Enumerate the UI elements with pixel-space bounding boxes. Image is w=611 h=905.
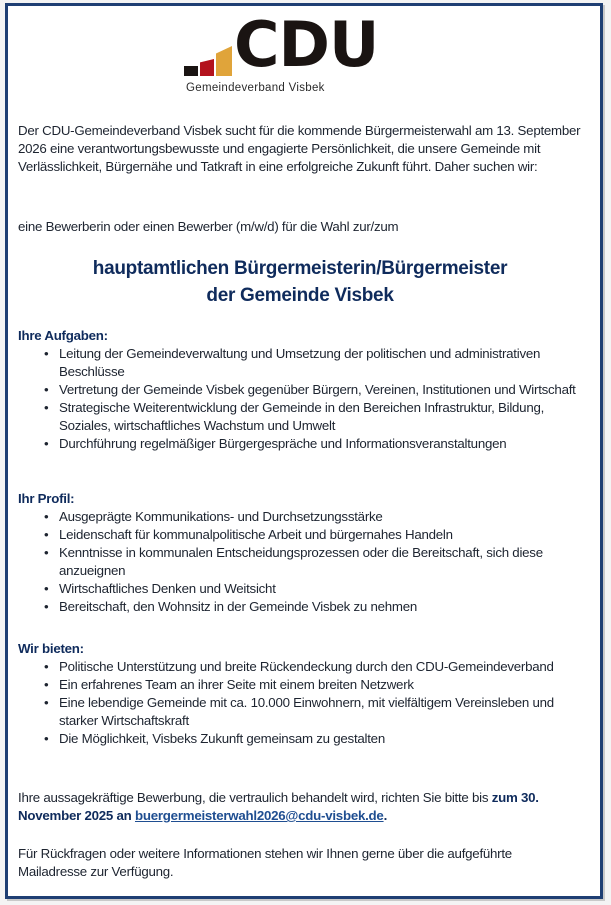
- list-item-text: Bereitschaft, den Wohnsitz in der Gemeinde Visbek zu nehmen: [59, 599, 418, 614]
- bullet-list: [18, 345, 583, 453]
- bullet-icon: •: [44, 527, 49, 542]
- list-item: [18, 435, 583, 453]
- list-item: [18, 676, 583, 694]
- bullet-icon: •: [44, 659, 49, 674]
- application-end: .: [383, 808, 388, 823]
- list-item-text: Politische Unterstützung und breite Rückendeckung durch den CDU-Gemeindeverband: [59, 659, 554, 674]
- bullet-icon: •: [44, 400, 49, 415]
- email-link[interactable]: buergermeisterwahl2026@cdu-visbek.de: [134, 808, 384, 823]
- section-profil: [18, 490, 583, 616]
- bullet-icon: •: [44, 695, 49, 710]
- cdu-logo: [184, 8, 434, 102]
- list-item-text: Leidenschaft für kommunalpolitische Arbeit und bürgernahes Handeln: [59, 527, 453, 542]
- position-heading: [10, 255, 590, 309]
- bullet-icon: •: [44, 346, 49, 361]
- search-line: eine Bewerberin oder einen Bewerber (m/w/d) für die Wahl zur/zum: [18, 219, 399, 234]
- bullet-list: [18, 658, 583, 748]
- list-item: [18, 508, 583, 526]
- bullet-icon: •: [44, 677, 49, 692]
- list-item: [18, 399, 583, 435]
- application-deadline: zum 30. November 2025 an: [18, 790, 539, 823]
- heading-line-1: hauptamtlichen Bürgermeisterin/Bürgermeister: [92, 258, 508, 279]
- list-item: [18, 526, 583, 544]
- list-item-text: Wirtschaftliches Denken und Weitsicht: [59, 581, 276, 596]
- list-item-text: Leitung der Gemeindeverwaltung und Umsetzung der politischen und administrativen Beschlüsse: [59, 346, 541, 379]
- section-title: Ihre Aufgaben:: [18, 328, 108, 343]
- list-item: [18, 694, 583, 730]
- logo-wordmark: CDU: [234, 8, 379, 81]
- bullet-icon: •: [44, 581, 49, 596]
- bullet-icon: •: [44, 545, 49, 560]
- heading-line-2: der Gemeinde Visbek: [206, 285, 394, 306]
- bullet-icon: •: [44, 599, 49, 614]
- section-title: Ihr Profil:: [18, 491, 75, 506]
- list-item: [18, 730, 583, 748]
- section-aufgaben: [18, 327, 583, 453]
- bullet-list: [18, 508, 583, 616]
- section-bieten: [18, 640, 583, 748]
- list-item: [18, 381, 583, 399]
- application-paragraph: [18, 789, 583, 825]
- list-item-text: Eine lebendige Gemeinde mit ca. 10.000 Einwohnern, mit vielfältigem Vereinsleben und starker Wirtschaftskraft: [59, 695, 554, 728]
- logo-bar-red: [200, 59, 214, 76]
- intro-paragraph: Der CDU-Gemeindeverband Visbek sucht für die kommende Bürgermeisterwahl am 13. September 2026 eine verantwortungsbewusste und engagierte Persönlichkeit, die unsere Gemeinde mit Verlässlichkeit, Bürgernähe und Tatkraft in eine erfolgreiche Zukunft führt. Daher suchen wir:: [18, 123, 581, 174]
- bullet-icon: •: [44, 509, 49, 524]
- list-item-text: Die Möglichkeit, Visbeks Zukunft gemeinsam zu gestalten: [59, 731, 385, 746]
- list-item-text: Durchführung regelmäßiger Bürgergespräche und Informationsveranstaltungen: [59, 436, 507, 451]
- list-item-text: Strategische Weiterentwicklung der Gemeinde in den Bereichen Infrastruktur, Bildung, Soziales, wirtschaftliches Wachstum und Umwelt: [59, 400, 545, 433]
- list-item: [18, 345, 583, 381]
- list-item-text: Vertretung der Gemeinde Visbek gegenüber Bürgern, Vereinen, Institutionen und Wirtschaft: [59, 382, 576, 397]
- list-item-text: Ausgeprägte Kommunikations- und Durchsetzungsstärke: [59, 509, 383, 524]
- bullet-icon: •: [44, 382, 49, 397]
- logo-bar-black: [184, 66, 198, 76]
- closing-paragraph: Für Rückfragen oder weitere Informationen stehen wir Ihnen gerne über die aufgeführte Mailadresse zur Verfügung.: [18, 846, 512, 879]
- list-item-text: Ein erfahrenes Team an ihrer Seite mit einem breiten Netzwerk: [59, 677, 414, 692]
- list-item: [18, 544, 583, 580]
- logo-bar-gold: [216, 46, 232, 76]
- list-item: [18, 598, 583, 616]
- bullet-icon: •: [44, 731, 49, 746]
- application-text: Ihre aussagekräftige Bewerbung, die vertraulich behandelt wird, richten Sie bitte bis: [18, 790, 492, 805]
- list-item: [18, 580, 583, 598]
- list-item-text: Kenntnisse in kommunalen Entscheidungsprozessen oder die Bereitschaft, sich diese anzueignen: [59, 545, 543, 578]
- bullet-icon: •: [44, 436, 49, 451]
- section-title: Wir bieten:: [18, 641, 84, 656]
- logo-subtitle: Gemeindeverband Visbek: [186, 82, 325, 94]
- list-item: [18, 658, 583, 676]
